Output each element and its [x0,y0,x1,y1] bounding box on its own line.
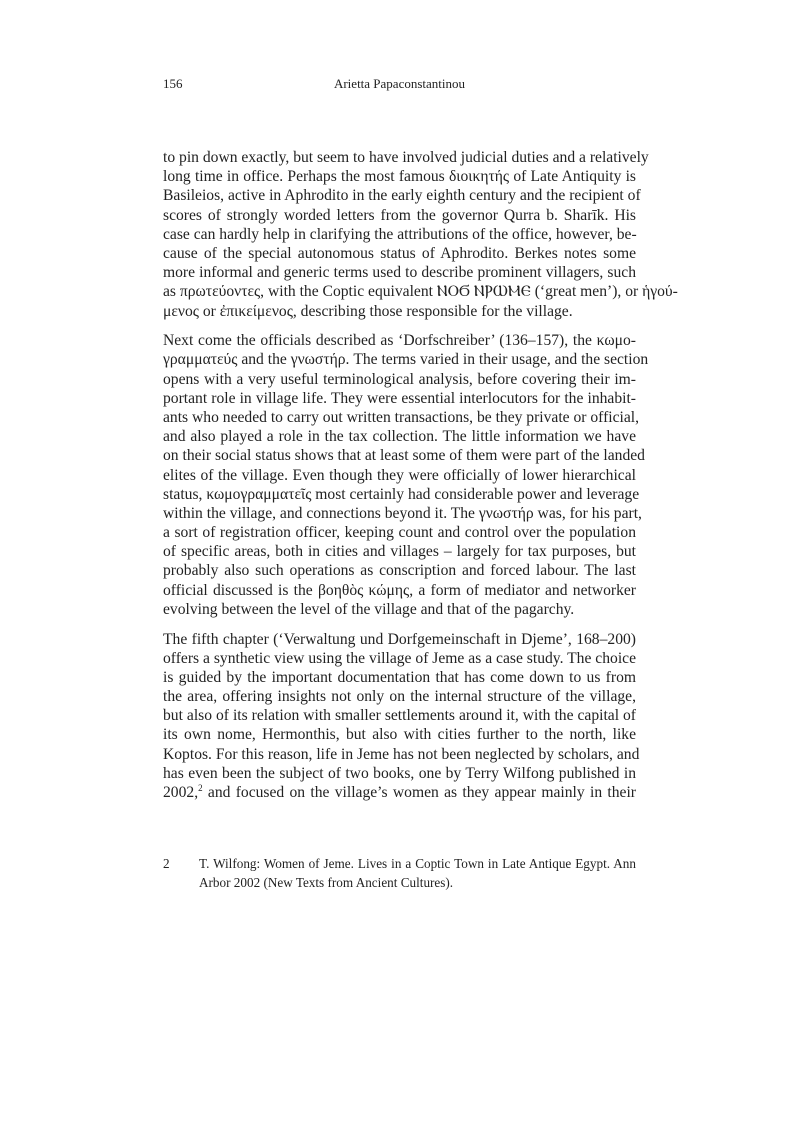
text-line: and also played a role in the tax collection. The little information we have [163,428,636,446]
text-line: evolving between the level of the village and that of the pagarchy. [163,600,575,618]
running-header [163,76,636,96]
text-line: but also of its relation with smaller settlements around it, with the capital of [163,707,636,725]
footnote-reference: 2 [198,782,203,793]
text-line: offers a synthetic view using the village of Jeme as a case study. The choice [163,649,636,667]
text-line: Koptos. For this reason, life in Jeme has not been neglected by scholars, and [163,745,640,763]
paragraph [163,331,649,619]
text-line: elites of the village. Even though they were officially of lower hierarchical [163,466,636,484]
page-number: 156 [163,76,183,91]
text-line: more informal and generic terms used to describe prominent villagers, such [163,264,636,282]
text-line: Next come the officials described as ‘Dorfschreiber’ (136–157), the κωμο- [163,332,636,350]
text-line: cause of the special autonomous status of Aphrodito. Berkes notes some [163,244,636,262]
text-line: has even been the subject of two books, one by Terry Wilfong published in [163,764,636,782]
text-line: scores of strongly worded letters from the governor Qurra b. Sharīk. His [163,206,636,224]
footnote-line: Arbor 2002 (New Texts from Ancient Cultures). [199,875,454,890]
text-line: status, κωμογραμματεῖς most certainly had considerable power and leverage [163,485,640,503]
footnote-line: T. Wilfong: Women of Jeme. Lives in a Coptic Town in Late Antique Egypt. Ann [199,856,636,871]
text-segment: 2002, [163,784,199,801]
text-line: of specific areas, both in cities and villages – largely for tax purposes, but [163,543,636,561]
text-line: long time in office. Perhaps the most famous διοικητής of Late Antiquity is [163,168,636,186]
paragraph [163,630,640,803]
footnote-text [199,854,636,892]
text-line: Basileios, active in Aphrodito in the early eighth century and the recipient of [163,187,641,205]
running-title: Arietta Papaconstantinou [333,76,466,91]
text-line: opens with a very useful terminological analysis, before covering their im- [163,370,636,388]
text-line: μενος or ἐπικείμενος, describing those responsible for the village. [163,302,573,320]
text-line: The fifth chapter (‘Verwaltung und Dorfgemeinschaft in Djeme’, 168–200) [163,630,636,648]
body-text [163,148,678,813]
text-line: the area, offering insights not only on the internal structure of the village, [163,688,636,706]
text-line: to pin down exactly, but seem to have involved judicial duties and a relatively [163,149,649,166]
text-line: γραμματεύς and the γνωστήρ. The terms varied in their usage, and the section [163,351,649,369]
text-line: as πρωτεύοντες, with the Coptic equivalent ⲚⲞϬ ⲚⲢⲰⲘⲈ (‘great men’), or ἡγού- [163,283,678,301]
text-line: a sort of registration officer, keeping count and control over the population [163,524,636,542]
text-line: case can hardly help in clarifying the attributions of the office, however, be- [163,225,637,243]
text-line: its own nome, Hermonthis, but also with cities further to the north, like [163,726,636,744]
text-line: is guided by the important documentation that has come down to us from [163,668,636,686]
text-line: official discussed is the βοηθὸς κώμης, a form of mediator and networker [163,581,636,599]
text-line: ants who needed to carry out written transactions, be they private or official, [163,408,640,426]
text-line: on their social status shows that at least some of them were part of the landed [163,447,645,465]
paragraph [163,148,678,321]
text-line: portant role in village life. They were essential interlocutors for the inhabit- [163,389,636,407]
text-line: probably also such operations as conscription and forced labour. The last [163,562,636,580]
footnote-number: 2 [163,856,170,871]
text-line: within the village, and connections beyond it. The γνωστήρ was, for his part, [163,504,642,522]
text-segment: and focused on the village’s women as they appear mainly in their [202,784,636,801]
text-line [163,783,636,802]
